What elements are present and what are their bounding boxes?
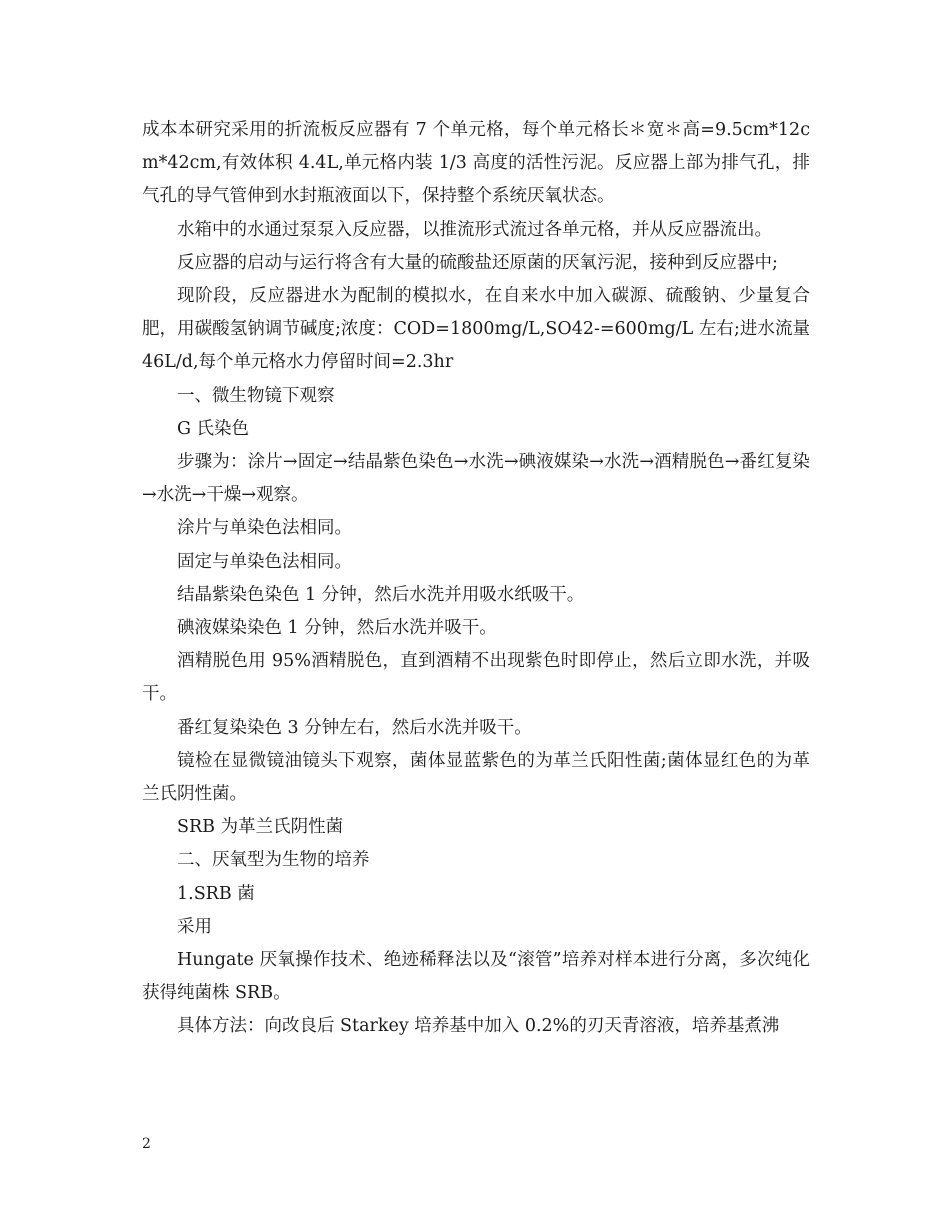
body-text bbox=[142, 114, 810, 1044]
paragraph: 水箱中的水通过泵泵入反应器，以推流形式流过各单元格，并从反应器流出。 bbox=[177, 219, 772, 240]
section-heading: 一、微生物镜下观察 bbox=[177, 385, 335, 406]
paragraph: 碘液媒染染色 1 分钟，然后水洗并吸干。 bbox=[177, 618, 497, 639]
page-number: 2 bbox=[142, 1136, 151, 1152]
paragraph: 镜检在显微镜油镜头下观察，菌体显蓝紫色的为革兰氏阳性菌;菌体显红色的为革兰氏阴性菌。 bbox=[142, 750, 810, 805]
subheading: 1.SRB 菌 bbox=[177, 883, 255, 904]
paragraph: 具体方法：向改良后 Starkey 培养基中加入 0.2%的刃天青溶液，培养基煮沸 bbox=[177, 1016, 780, 1037]
paragraph: Hungate 厌氧操作技术、绝迹稀释法以及“滚管”培养对样本进行分离，多次纯化获得纯菌株 SRB。 bbox=[142, 950, 810, 1004]
paragraph: 步骤为：涂片→固定→结晶紫色染色→水洗→碘液媒染→水洗→酒精脱色→番红复染→水洗→干燥→观察。 bbox=[142, 452, 810, 506]
paragraph: 番红复染染色 3 分钟左右，然后水洗并吸干。 bbox=[177, 717, 532, 738]
paragraph: 固定与单染色法相同。 bbox=[177, 551, 352, 572]
section-heading: 二、厌氧型为生物的培养 bbox=[177, 850, 370, 871]
paragraph: 涂片与单染色法相同。 bbox=[177, 518, 352, 539]
paragraph: 酒精脱色用 95%酒精脱色，直到酒精不出现紫色时即停止，然后立即水洗，并吸干。 bbox=[142, 651, 810, 705]
paragraph: 采用 bbox=[177, 916, 212, 937]
paragraph: 反应器的启动与运行将含有大量的硫酸盐还原菌的厌氧污泥，接种到反应器中; bbox=[177, 252, 778, 273]
paragraph: 现阶段，反应器进水为配制的模拟水，在自来水中加入碳源、硫酸钠、少量复合肥，用碳酸氢钠调节碱度;浓度：COD=1800mg/L,SO42-=600mg/L 左右;进水流量 46L/d,每个单元格水力停留时间=2.3hr bbox=[142, 286, 810, 373]
paragraph: SRB 为革兰氏阴性菌 bbox=[177, 817, 344, 838]
paragraph: 成本本研究采用的折流板反应器有 7 个单元格，每个单元格长＊宽＊高=9.5cm*12cm*42cm,有效体积 4.4L,单元格内装 1/3 高度的活性污泥。反应器上部为排气孔，排气孔的导气管伸到水封瓶液面以下，保持整个系统厌氧状态。 bbox=[142, 120, 810, 207]
subheading: G 氏染色 bbox=[177, 418, 250, 439]
paragraph: 结晶紫染色染色 1 分钟，然后水洗并用吸水纸吸干。 bbox=[177, 584, 585, 605]
